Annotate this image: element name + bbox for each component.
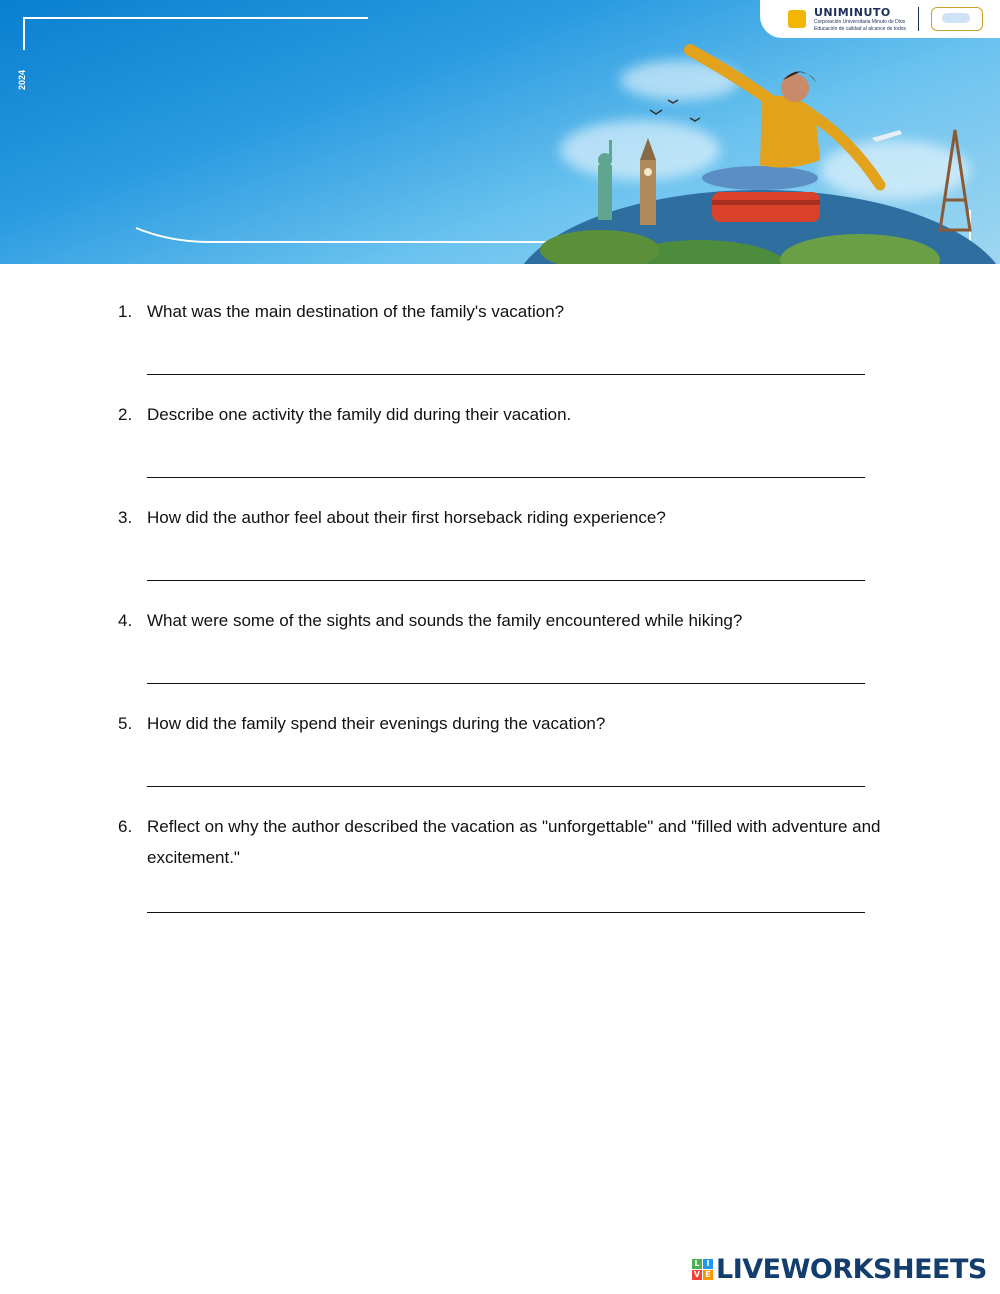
question-item — [0, 605, 907, 684]
answer-line[interactable] — [147, 374, 865, 375]
question-number: 2. — [118, 405, 133, 424]
question-number: 3. — [118, 508, 133, 527]
question-item — [0, 811, 907, 913]
answer-line[interactable] — [147, 477, 865, 478]
question-item — [0, 502, 907, 581]
question-text: What were some of the sights and sounds the family encountered while hiking? — [147, 611, 743, 630]
question-number: 6. — [118, 817, 133, 836]
answer-line[interactable] — [147, 683, 865, 684]
question-item — [0, 399, 907, 478]
icon-letter: V — [693, 1270, 701, 1279]
question-text: How did the author feel about their first horseback riding experience? — [147, 508, 666, 527]
header-banner — [0, 0, 1000, 264]
question-text: What was the main destination of the family's vacation? — [147, 302, 565, 321]
question-number: 4. — [118, 611, 133, 630]
logo-icon — [788, 10, 806, 28]
logo-subtitle: Corporación Universitaria Minuto de Dios — [814, 18, 906, 25]
question-item — [0, 708, 907, 787]
answer-line[interactable] — [147, 786, 865, 787]
logo-subtitle-2: Educación de calidad al alcance de todos — [814, 25, 907, 32]
answer-line[interactable] — [147, 912, 865, 913]
liveworksheets-logo — [692, 1254, 987, 1285]
logo-divider — [918, 7, 919, 31]
banner-illustration — [0, 0, 1000, 264]
question-text: Reflect on why the author described the vacation as "unforgettable" and "filled with adventure and excitement." — [147, 817, 881, 867]
question-number: 1. — [118, 302, 133, 321]
logo-name: UNIMINUTO — [814, 5, 891, 19]
question-item — [0, 296, 907, 375]
icon-letter: E — [703, 1270, 713, 1280]
icon-letter: L — [692, 1259, 702, 1269]
accreditation-badge-icon — [931, 7, 983, 31]
question-list — [0, 296, 1000, 937]
year-label: 2024 — [17, 69, 27, 90]
liveworksheets-brand: LIVEWORKSHEETS — [716, 1254, 987, 1285]
answer-line[interactable] — [147, 580, 865, 581]
university-logo — [760, 0, 1000, 38]
question-text: How did the family spend their evenings during the vacation? — [147, 714, 606, 733]
question-text: Describe one activity the family did during their vacation. — [147, 405, 572, 424]
liveworksheets-icon — [692, 1259, 713, 1280]
question-number: 5. — [118, 714, 133, 733]
icon-letter: I — [703, 1259, 713, 1269]
